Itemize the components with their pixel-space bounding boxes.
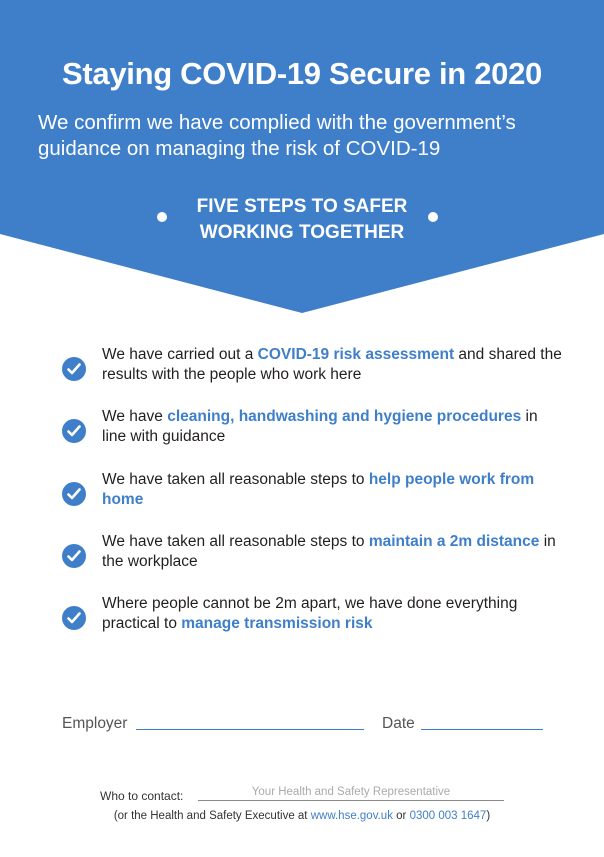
footnote-text: (or the Health and Safety Executive at bbox=[113, 810, 311, 822]
checklist-text bbox=[102, 532, 562, 572]
checklist-text-highlight: COVID-19 risk assessment bbox=[257, 346, 455, 363]
page-title: Staying COVID-19 Secure in 2020 bbox=[61, 56, 542, 91]
steps-heading-line-2: WORKING TOGETHER bbox=[199, 222, 405, 243]
hse-website-link[interactable]: www.hse.gov.uk bbox=[310, 810, 393, 822]
employer-signature-line[interactable] bbox=[136, 729, 364, 730]
checklist-text bbox=[102, 594, 562, 634]
date-label: Date bbox=[382, 715, 415, 732]
steps-heading-line-1: FIVE STEPS TO SAFER bbox=[196, 196, 408, 217]
hse-phone-link[interactable]: 0300 003 1647 bbox=[409, 810, 487, 822]
checklist-text-plain: We have taken all reasonable steps to bbox=[102, 533, 369, 550]
check-circle-icon bbox=[62, 357, 86, 381]
check-circle-icon bbox=[62, 482, 86, 506]
footnote-text: or bbox=[392, 810, 410, 822]
contact-field-line[interactable] bbox=[198, 800, 504, 801]
checklist-text-plain: in the workplace bbox=[102, 533, 556, 570]
page-subtitle bbox=[38, 110, 578, 162]
footnote-text: ) bbox=[486, 810, 491, 822]
employer-label: Employer bbox=[62, 715, 128, 732]
contact-label: Who to contact: bbox=[100, 789, 184, 803]
checklist-text-plain: in line with guidance bbox=[102, 408, 538, 445]
checklist-text-highlight: help people work from home bbox=[102, 471, 535, 508]
check-circle-icon bbox=[62, 419, 86, 443]
subtitle-line-1: We confirm we have complied with the government’s bbox=[38, 111, 516, 134]
checklist-text bbox=[102, 470, 562, 510]
checklist-text-plain: Where people cannot be 2m apart, we have done everything practical to bbox=[102, 595, 518, 632]
check-circle-icon bbox=[62, 606, 86, 630]
checklist-text-plain: We have carried out a bbox=[102, 346, 258, 363]
contact-footnote bbox=[0, 810, 604, 822]
checklist-text-plain: We have taken all reasonable steps to bbox=[102, 471, 369, 488]
steps-heading bbox=[0, 194, 604, 246]
checklist-text-highlight: manage transmission risk bbox=[181, 615, 373, 632]
check-circle-icon bbox=[62, 544, 86, 568]
checklist-text-plain: and shared the results with the people who work here bbox=[102, 346, 562, 383]
checklist-text bbox=[102, 407, 562, 447]
checklist-text-plain: We have bbox=[102, 408, 168, 425]
checklist-text-highlight: cleaning, handwashing and hygiene procedures bbox=[167, 408, 522, 425]
checklist-text bbox=[102, 345, 562, 385]
subtitle-line-2: guidance on managing the risk of COVID-19 bbox=[38, 137, 441, 160]
contact-placeholder: Your Health and Safety Representative bbox=[251, 786, 451, 798]
checklist-text-highlight: maintain a 2m distance bbox=[368, 533, 540, 550]
date-signature-line[interactable] bbox=[421, 729, 543, 730]
